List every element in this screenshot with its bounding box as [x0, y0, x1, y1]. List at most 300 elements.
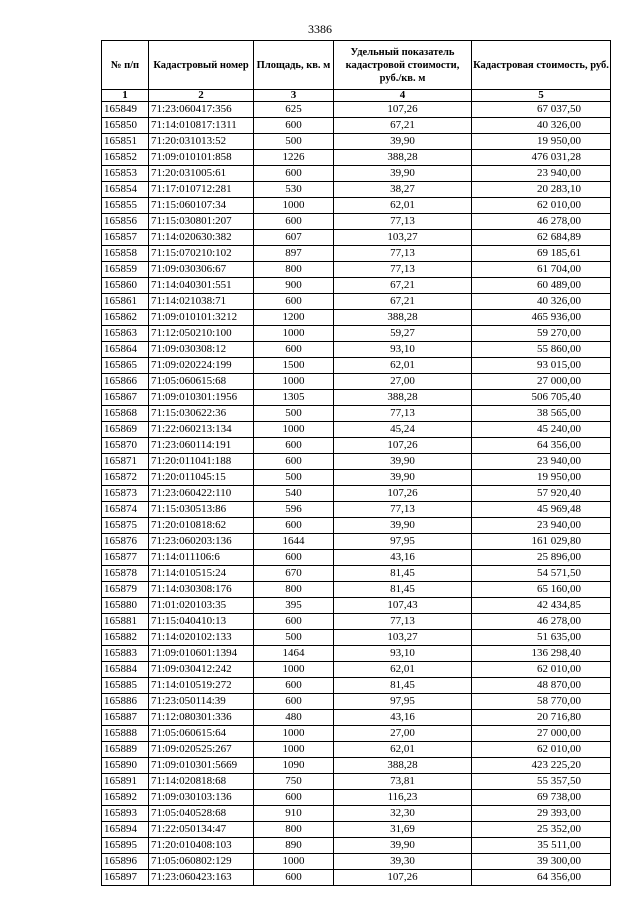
area-cell: 600	[254, 790, 334, 806]
cadastral-number-cell: 71:12:050210:100	[149, 326, 254, 342]
area-cell: 1644	[254, 534, 334, 550]
row-number-cell: 165856	[102, 214, 149, 230]
cadastral-value-cell: 38 565,00	[472, 406, 611, 422]
cadastral-number-cell: 71:14:020818:68	[149, 774, 254, 790]
area-cell: 600	[254, 614, 334, 630]
table-row	[102, 438, 611, 454]
area-cell: 600	[254, 518, 334, 534]
cadastral-value-cell: 59 270,00	[472, 326, 611, 342]
area-cell: 800	[254, 262, 334, 278]
table-row	[102, 150, 611, 166]
cadastral-value-cell: 39 300,00	[472, 854, 611, 870]
cadastral-value-cell: 48 870,00	[472, 678, 611, 694]
table-row	[102, 326, 611, 342]
table-row	[102, 630, 611, 646]
cadastral-value-cell: 423 225,20	[472, 758, 611, 774]
specific-value-cell: 388,28	[334, 150, 472, 166]
table-row	[102, 102, 611, 118]
row-number-cell: 165871	[102, 454, 149, 470]
cadastral-number-cell: 71:14:030308:176	[149, 582, 254, 598]
column-number: 3	[254, 90, 334, 102]
row-number-cell: 165892	[102, 790, 149, 806]
table-row	[102, 566, 611, 582]
specific-value-cell: 38,27	[334, 182, 472, 198]
specific-value-cell: 77,13	[334, 246, 472, 262]
specific-value-cell: 97,95	[334, 694, 472, 710]
row-number-cell: 165863	[102, 326, 149, 342]
row-number-cell: 165883	[102, 646, 149, 662]
cadastral-value-cell: 161 029,80	[472, 534, 611, 550]
cadastral-value-cell: 64 356,00	[472, 870, 611, 886]
specific-value-cell: 59,27	[334, 326, 472, 342]
cadastral-number-cell: 71:14:021038:71	[149, 294, 254, 310]
table-row	[102, 582, 611, 598]
area-cell: 500	[254, 134, 334, 150]
table-row	[102, 790, 611, 806]
specific-value-cell: 27,00	[334, 726, 472, 742]
specific-value-cell: 45,24	[334, 422, 472, 438]
row-number-cell: 165881	[102, 614, 149, 630]
area-cell: 625	[254, 102, 334, 118]
area-cell: 1500	[254, 358, 334, 374]
area-cell: 1000	[254, 742, 334, 758]
cadastral-value-cell: 62 010,00	[472, 198, 611, 214]
column-number: 2	[149, 90, 254, 102]
specific-value-cell: 62,01	[334, 662, 472, 678]
cadastral-value-cell: 476 031,28	[472, 150, 611, 166]
table-row	[102, 214, 611, 230]
specific-value-cell: 39,90	[334, 134, 472, 150]
table-row	[102, 406, 611, 422]
cadastral-number-cell: 71:05:060802:129	[149, 854, 254, 870]
cadastral-value-cell: 64 356,00	[472, 438, 611, 454]
table-body	[102, 102, 611, 886]
cadastral-number-cell: 71:15:070210:102	[149, 246, 254, 262]
specific-value-cell: 39,90	[334, 838, 472, 854]
cadastral-number-cell: 71:14:010817:1311	[149, 118, 254, 134]
table-row	[102, 294, 611, 310]
cadastral-number-cell: 71:12:080301:336	[149, 710, 254, 726]
row-number-cell: 165897	[102, 870, 149, 886]
row-number-cell: 165872	[102, 470, 149, 486]
table-row	[102, 822, 611, 838]
header-area: Площадь, кв. м	[254, 41, 334, 90]
row-number-cell: 165858	[102, 246, 149, 262]
specific-value-cell: 81,45	[334, 582, 472, 598]
table-row	[102, 246, 611, 262]
header-row	[102, 41, 611, 90]
area-cell: 1000	[254, 326, 334, 342]
row-number-cell: 165878	[102, 566, 149, 582]
row-number-cell: 165867	[102, 390, 149, 406]
area-cell: 480	[254, 710, 334, 726]
specific-value-cell: 107,26	[334, 870, 472, 886]
cadastral-value-cell: 465 936,00	[472, 310, 611, 326]
specific-value-cell: 77,13	[334, 502, 472, 518]
table-row	[102, 470, 611, 486]
row-number-cell: 165861	[102, 294, 149, 310]
cadastral-number-cell: 71:23:060422:110	[149, 486, 254, 502]
row-number-cell: 165894	[102, 822, 149, 838]
row-number-cell: 165882	[102, 630, 149, 646]
cadastral-number-cell: 71:20:011045:15	[149, 470, 254, 486]
specific-value-cell: 43,16	[334, 710, 472, 726]
specific-value-cell: 39,90	[334, 166, 472, 182]
cadastral-number-cell: 71:23:050114:39	[149, 694, 254, 710]
cadastral-value-cell: 20 716,80	[472, 710, 611, 726]
specific-value-cell: 107,26	[334, 102, 472, 118]
area-cell: 800	[254, 822, 334, 838]
specific-value-cell: 103,27	[334, 230, 472, 246]
table-row	[102, 550, 611, 566]
table-header	[102, 41, 611, 102]
table-row	[102, 678, 611, 694]
row-number-cell: 165860	[102, 278, 149, 294]
area-cell: 395	[254, 598, 334, 614]
cadastral-value-cell: 69 738,00	[472, 790, 611, 806]
area-cell: 540	[254, 486, 334, 502]
specific-value-cell: 43,16	[334, 550, 472, 566]
table-row	[102, 422, 611, 438]
cadastral-number-cell: 71:20:010408:103	[149, 838, 254, 854]
cadastral-value-cell: 42 434,85	[472, 598, 611, 614]
cadastral-value-cell: 58 770,00	[472, 694, 611, 710]
specific-value-cell: 77,13	[334, 214, 472, 230]
area-cell: 607	[254, 230, 334, 246]
cadastral-number-cell: 71:14:020630:382	[149, 230, 254, 246]
table-row	[102, 726, 611, 742]
cadastral-number-cell: 71:15:060107:34	[149, 198, 254, 214]
cadastral-number-cell: 71:23:060203:136	[149, 534, 254, 550]
area-cell: 1090	[254, 758, 334, 774]
cadastral-value-cell: 67 037,50	[472, 102, 611, 118]
area-cell: 600	[254, 694, 334, 710]
row-number-cell: 165850	[102, 118, 149, 134]
specific-value-cell: 62,01	[334, 742, 472, 758]
cadastral-number-cell: 71:14:011106:6	[149, 550, 254, 566]
header-specific-value: Удельный показатель кадастровой стоимости, руб./кв. м	[334, 41, 472, 90]
row-number-cell: 165857	[102, 230, 149, 246]
area-cell: 1226	[254, 150, 334, 166]
row-number-cell: 165895	[102, 838, 149, 854]
area-cell: 500	[254, 470, 334, 486]
specific-value-cell: 39,30	[334, 854, 472, 870]
cadastral-number-cell: 71:15:030801:207	[149, 214, 254, 230]
cadastral-value-cell: 40 326,00	[472, 118, 611, 134]
cadastral-number-cell: 71:09:030306:67	[149, 262, 254, 278]
cadastral-number-cell: 71:05:040528:68	[149, 806, 254, 822]
cadastral-number-cell: 71:20:031005:61	[149, 166, 254, 182]
cadastral-number-cell: 71:15:030513:86	[149, 502, 254, 518]
row-number-cell: 165896	[102, 854, 149, 870]
cadastral-value-cell: 65 160,00	[472, 582, 611, 598]
table-row	[102, 342, 611, 358]
cadastral-value-cell: 60 489,00	[472, 278, 611, 294]
table-row	[102, 662, 611, 678]
specific-value-cell: 77,13	[334, 614, 472, 630]
row-number-cell: 165853	[102, 166, 149, 182]
table-row	[102, 166, 611, 182]
area-cell: 600	[254, 214, 334, 230]
row-number-cell: 165889	[102, 742, 149, 758]
row-number-cell: 165869	[102, 422, 149, 438]
area-cell: 1000	[254, 726, 334, 742]
cadastral-number-cell: 71:17:010712:281	[149, 182, 254, 198]
area-cell: 750	[254, 774, 334, 790]
header-cadastral-number: Кадастровый номер	[149, 41, 254, 90]
specific-value-cell: 116,23	[334, 790, 472, 806]
specific-value-cell: 93,10	[334, 646, 472, 662]
cadastral-number-cell: 71:01:020103:35	[149, 598, 254, 614]
specific-value-cell: 81,45	[334, 566, 472, 582]
specific-value-cell: 388,28	[334, 310, 472, 326]
table-row	[102, 646, 611, 662]
table-row	[102, 854, 611, 870]
specific-value-cell: 388,28	[334, 390, 472, 406]
table-row	[102, 710, 611, 726]
table-row	[102, 198, 611, 214]
area-cell: 600	[254, 166, 334, 182]
table-row	[102, 742, 611, 758]
table-row	[102, 758, 611, 774]
table-row	[102, 502, 611, 518]
row-number-cell: 165875	[102, 518, 149, 534]
area-cell: 530	[254, 182, 334, 198]
row-number-cell: 165891	[102, 774, 149, 790]
row-number-cell: 165865	[102, 358, 149, 374]
area-cell: 596	[254, 502, 334, 518]
row-number-cell: 165849	[102, 102, 149, 118]
area-cell: 1000	[254, 662, 334, 678]
table-row	[102, 838, 611, 854]
cadastral-number-cell: 71:22:060213:134	[149, 422, 254, 438]
row-number-cell: 165886	[102, 694, 149, 710]
cadastral-value-cell: 506 705,40	[472, 390, 611, 406]
specific-value-cell: 107,26	[334, 438, 472, 454]
area-cell: 500	[254, 630, 334, 646]
table-row	[102, 774, 611, 790]
cadastral-value-cell: 46 278,00	[472, 214, 611, 230]
cadastral-value-cell: 57 920,40	[472, 486, 611, 502]
area-cell: 600	[254, 550, 334, 566]
table-row	[102, 598, 611, 614]
area-cell: 600	[254, 294, 334, 310]
specific-value-cell: 67,21	[334, 118, 472, 134]
cadastral-number-cell: 71:23:060114:191	[149, 438, 254, 454]
area-cell: 670	[254, 566, 334, 582]
cadastral-value-cell: 23 940,00	[472, 518, 611, 534]
cadastral-value-cell: 62 684,89	[472, 230, 611, 246]
cadastral-number-cell: 71:20:031013:52	[149, 134, 254, 150]
table-row	[102, 454, 611, 470]
area-cell: 500	[254, 406, 334, 422]
cadastral-value-cell: 40 326,00	[472, 294, 611, 310]
row-number-cell: 165868	[102, 406, 149, 422]
specific-value-cell: 77,13	[334, 262, 472, 278]
cadastral-number-cell: 71:09:010301:1956	[149, 390, 254, 406]
specific-value-cell: 32,30	[334, 806, 472, 822]
cadastral-number-cell: 71:23:060417:356	[149, 102, 254, 118]
specific-value-cell: 107,26	[334, 486, 472, 502]
table-row	[102, 134, 611, 150]
area-cell: 890	[254, 838, 334, 854]
cadastral-value-cell: 55 357,50	[472, 774, 611, 790]
area-cell: 900	[254, 278, 334, 294]
specific-value-cell: 67,21	[334, 278, 472, 294]
table-row	[102, 518, 611, 534]
row-number-cell: 165851	[102, 134, 149, 150]
table-row	[102, 390, 611, 406]
area-cell: 600	[254, 870, 334, 886]
cadastral-number-cell: 71:14:010519:272	[149, 678, 254, 694]
cadastral-value-cell: 35 511,00	[472, 838, 611, 854]
cadastral-value-cell: 45 240,00	[472, 422, 611, 438]
cadastral-value-cell: 27 000,00	[472, 726, 611, 742]
row-number-cell: 165893	[102, 806, 149, 822]
area-cell: 600	[254, 342, 334, 358]
cadastral-number-cell: 71:15:030622:36	[149, 406, 254, 422]
table-row	[102, 230, 611, 246]
area-cell: 600	[254, 438, 334, 454]
area-cell: 897	[254, 246, 334, 262]
row-number-cell: 165870	[102, 438, 149, 454]
page-number: 3386	[308, 22, 332, 36]
table-row	[102, 358, 611, 374]
row-number-cell: 165887	[102, 710, 149, 726]
area-cell: 1000	[254, 198, 334, 214]
cadastral-number-cell: 71:22:050134:47	[149, 822, 254, 838]
cadastral-number-cell: 71:05:060615:64	[149, 726, 254, 742]
cadastral-value-cell: 23 940,00	[472, 166, 611, 182]
area-cell: 1305	[254, 390, 334, 406]
row-number-cell: 165862	[102, 310, 149, 326]
cadastral-number-cell: 71:09:020525:267	[149, 742, 254, 758]
area-cell: 1000	[254, 422, 334, 438]
cadastral-value-cell: 62 010,00	[472, 662, 611, 678]
row-number-cell: 165874	[102, 502, 149, 518]
cadastral-number-cell: 71:15:040410:13	[149, 614, 254, 630]
table-row	[102, 870, 611, 886]
area-cell: 1200	[254, 310, 334, 326]
cadastral-number-cell: 71:05:060615:68	[149, 374, 254, 390]
row-number-cell: 165859	[102, 262, 149, 278]
cadastral-value-cell: 61 704,00	[472, 262, 611, 278]
area-cell: 600	[254, 118, 334, 134]
row-number-cell: 165854	[102, 182, 149, 198]
cadastral-value-cell: 69 185,61	[472, 246, 611, 262]
column-number-row	[102, 90, 611, 102]
area-cell: 1464	[254, 646, 334, 662]
cadastral-number-cell: 71:09:030412:242	[149, 662, 254, 678]
cadastral-value-cell: 23 940,00	[472, 454, 611, 470]
row-number-cell: 165880	[102, 598, 149, 614]
area-cell: 1000	[254, 854, 334, 870]
row-number-cell: 165884	[102, 662, 149, 678]
cadastral-value-cell: 45 969,48	[472, 502, 611, 518]
column-number: 5	[472, 90, 611, 102]
cadastral-value-cell: 29 393,00	[472, 806, 611, 822]
cadastral-value-cell: 93 015,00	[472, 358, 611, 374]
cadastral-value-cell: 54 571,50	[472, 566, 611, 582]
table-row	[102, 374, 611, 390]
cadastral-value-cell: 19 950,00	[472, 134, 611, 150]
cadastral-value-table	[101, 40, 611, 886]
table-row	[102, 262, 611, 278]
area-cell: 1000	[254, 374, 334, 390]
cadastral-number-cell: 71:20:010818:62	[149, 518, 254, 534]
specific-value-cell: 73,81	[334, 774, 472, 790]
cadastral-number-cell: 71:09:010101:3212	[149, 310, 254, 326]
specific-value-cell: 77,13	[334, 406, 472, 422]
cadastral-number-cell: 71:09:010601:1394	[149, 646, 254, 662]
table-row	[102, 486, 611, 502]
cadastral-value-cell: 46 278,00	[472, 614, 611, 630]
row-number-cell: 165877	[102, 550, 149, 566]
cadastral-value-cell: 27 000,00	[472, 374, 611, 390]
row-number-cell: 165888	[102, 726, 149, 742]
table-row	[102, 182, 611, 198]
cadastral-value-cell: 136 298,40	[472, 646, 611, 662]
specific-value-cell: 388,28	[334, 758, 472, 774]
cadastral-value-cell: 62 010,00	[472, 742, 611, 758]
cadastral-number-cell: 71:09:020224:199	[149, 358, 254, 374]
area-cell: 600	[254, 678, 334, 694]
table-row	[102, 694, 611, 710]
header-row-number: № п/п	[102, 41, 149, 90]
table-row	[102, 806, 611, 822]
table-row	[102, 278, 611, 294]
header-cadastral-value: Кадастровая стоимость, руб.	[472, 41, 611, 90]
specific-value-cell: 97,95	[334, 534, 472, 550]
specific-value-cell: 107,43	[334, 598, 472, 614]
table-row	[102, 534, 611, 550]
specific-value-cell: 81,45	[334, 678, 472, 694]
row-number-cell: 165852	[102, 150, 149, 166]
cadastral-number-cell: 71:14:040301:551	[149, 278, 254, 294]
row-number-cell: 165855	[102, 198, 149, 214]
area-cell: 910	[254, 806, 334, 822]
specific-value-cell: 39,90	[334, 454, 472, 470]
column-number: 1	[102, 90, 149, 102]
cadastral-number-cell: 71:09:030308:12	[149, 342, 254, 358]
row-number-cell: 165885	[102, 678, 149, 694]
column-number: 4	[334, 90, 472, 102]
cadastral-number-cell: 71:14:020102:133	[149, 630, 254, 646]
specific-value-cell: 67,21	[334, 294, 472, 310]
cadastral-value-cell: 19 950,00	[472, 470, 611, 486]
row-number-cell: 165866	[102, 374, 149, 390]
cadastral-number-cell: 71:09:010301:5669	[149, 758, 254, 774]
area-cell: 800	[254, 582, 334, 598]
area-cell: 600	[254, 454, 334, 470]
specific-value-cell: 39,90	[334, 470, 472, 486]
cadastral-number-cell: 71:20:011041:188	[149, 454, 254, 470]
row-number-cell: 165873	[102, 486, 149, 502]
table-row	[102, 118, 611, 134]
cadastral-number-cell: 71:09:030103:136	[149, 790, 254, 806]
row-number-cell: 165890	[102, 758, 149, 774]
cadastral-number-cell: 71:14:010515:24	[149, 566, 254, 582]
row-number-cell: 165879	[102, 582, 149, 598]
cadastral-value-cell: 51 635,00	[472, 630, 611, 646]
specific-value-cell: 31,69	[334, 822, 472, 838]
row-number-cell: 165864	[102, 342, 149, 358]
cadastral-value-cell: 25 896,00	[472, 550, 611, 566]
specific-value-cell: 62,01	[334, 198, 472, 214]
specific-value-cell: 62,01	[334, 358, 472, 374]
cadastral-value-cell: 20 283,10	[472, 182, 611, 198]
specific-value-cell: 93,10	[334, 342, 472, 358]
